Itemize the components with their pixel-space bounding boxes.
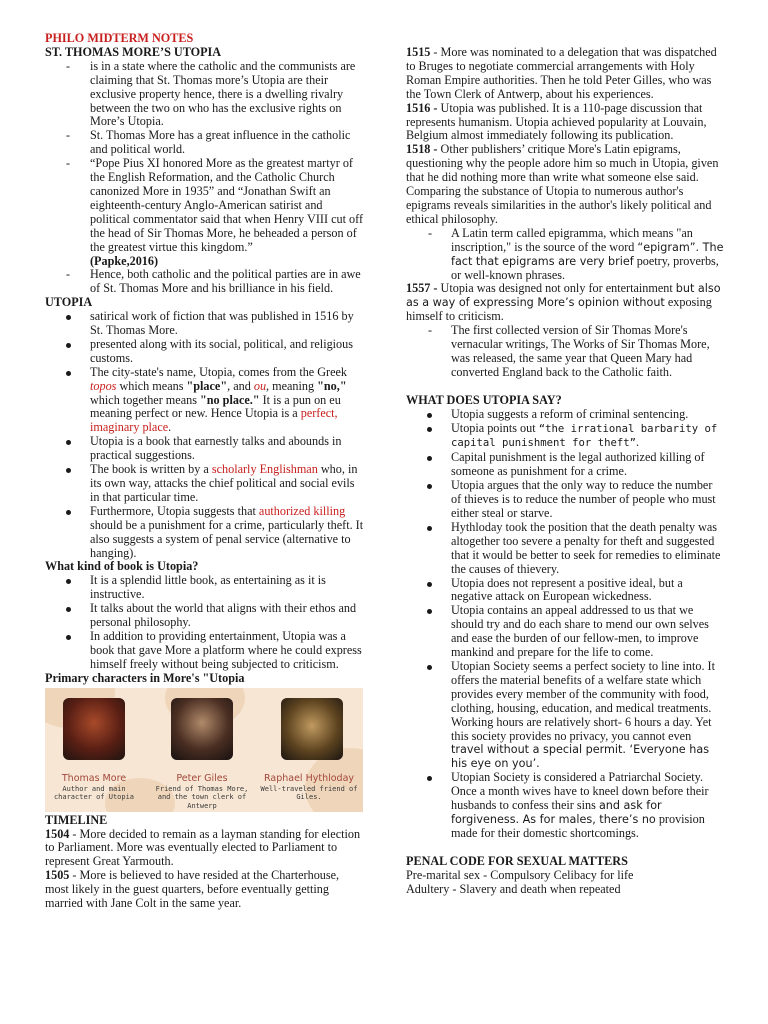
spacer (406, 841, 724, 855)
text-run: Utopian Society is considered a Patriarchal Society. Once a month wives have to kneel down before their husbands to confess their sins (451, 770, 709, 813)
citation: (Papke,2016) (90, 253, 159, 268)
penal-entry: Pre-marital sex - Compulsory Celibacy for life (406, 867, 634, 882)
text-run: which together means (90, 392, 200, 407)
timeline-text: - More is believed to have resided at the Charterhouse, most likely in the guest quarters, before eventually getting married with Jane Colt in the same year. (45, 868, 340, 911)
timeline-year: 1516 - (406, 100, 438, 115)
timeline-heading: TIMELINE (45, 812, 108, 827)
timeline-year: 1518 - (406, 142, 438, 157)
list-item-text: It talks about the world that aligns with their ethos and personal philosophy. (90, 601, 357, 630)
text-run: , and (227, 378, 254, 393)
list-item (406, 660, 724, 771)
term-no-place: "no place." (200, 392, 260, 407)
text-run: It is a pun on eu meaning perfect or new. Hence Utopia is a (90, 392, 341, 421)
text-run: A Latin term called epigramma, which means "an inscription," is the source of the word (451, 225, 693, 254)
utopia-heading: UTOPIA (45, 295, 93, 310)
character-desc: Well-traveled friend of Giles. (260, 784, 358, 802)
list-item-text: Utopia contains an appeal addressed to us that we should try and do each share to mend our own selves and ease the burden of our fellow-men, to improve mankind and prepare for the life to come. (451, 603, 709, 660)
list-item-text: Utopia is a book that earnestly talks and abounds in practical suggestions. (90, 434, 342, 463)
portrait-peter-giles (171, 698, 233, 760)
list-item (406, 771, 724, 841)
list-item (45, 505, 365, 561)
timeline-entry (406, 282, 724, 324)
list-item (45, 310, 365, 338)
list-item-text: is in a state where the catholic and the communists are claiming that St. Thomas more’s Utopia are their exclusive property hence, there is a dwelling rivalry between the two on who has the exclusive rights on More’s Utopia. (90, 58, 356, 129)
right-column (406, 46, 724, 896)
list-item (406, 422, 724, 452)
text-run: Furthermore, Utopia suggests that (90, 503, 259, 518)
spacer (406, 380, 724, 394)
list-item-text: Utopia does not represent a positive ideal, but a negative attack on European wickedness. (451, 575, 683, 604)
list-item (45, 338, 365, 366)
text-run: . (635, 435, 640, 450)
term-no: "no," (317, 378, 347, 393)
timeline-text: - More decided to remain as a layman standing for election to Parliament. More was eventually elected to Parliament to represent Great Yarmouth. (45, 826, 361, 869)
list-item (406, 408, 724, 422)
list-item: - Hence, both catholic and the political parties are in awe of St. Thomas More and his brilliance in his field. (66, 267, 361, 296)
highlight: scholarly Englishman (211, 462, 318, 477)
list-item-text: Capital punishment is the legal authorized killing of someone as punishment for a crime. (451, 450, 705, 479)
page-title: PHILO MIDTERM NOTES (45, 31, 194, 45)
list-item (406, 451, 724, 479)
list-item-text: presented along with its social, political, and religious customs. (90, 336, 353, 365)
text-run: , meaning (266, 378, 318, 393)
penal-heading: PENAL CODE FOR SEXUAL MATTERS (406, 853, 628, 868)
timeline-text: but also as a way of expressing More’s opinion without (406, 282, 721, 310)
text-run: which means (116, 378, 187, 393)
text-run: “epigram”. The fact that epigrams are very brief (451, 240, 724, 268)
character-name: Thomas More (61, 772, 127, 784)
timeline-text: Utopia was designed not only for entertainment (437, 281, 676, 296)
text-run: provision made for their domestic shortcomings. (451, 811, 705, 840)
term-place: "place" (186, 378, 228, 393)
characters-heading: Primary characters in More's "Utopia (45, 670, 245, 685)
timeline-entry (406, 46, 724, 102)
list-item-text: Utopia argues that the only way to reduce the number of thieves is to reduce the number of people who must either steal or starve. (451, 478, 716, 520)
text-run: should be a punishment for a crime, particularly theft. It also suggests a system of penal service (alternative to hanging). (90, 517, 364, 560)
list-item-text: St. Thomas More has a great influence in the catholic and political world. (90, 128, 351, 157)
timeline-text: - More was nominated to a delegation that was dispatched to Bruges to negotiate commercial arrangements with Holy Roman Empire authorities. Then he told Peter Gilles, who was the Town Clerk of Antwerp, about his experiences. (406, 45, 717, 101)
character-name: Raphael Hythloday (263, 772, 355, 784)
list-item (45, 366, 365, 436)
timeline-text: Other publishers’ critique More's Latin epigrams, questioning why the people adore him so much in Utopia, given that he did nothing more than write what someone else said. Comparing the substance of Utopia to numerous author's epigrams reveals similarities in the author's likely political and ethical philosophy. (406, 142, 719, 226)
highlight: authorized killing (258, 503, 346, 518)
text-run: Utopia points out (451, 420, 539, 435)
list-item-text: Utopia suggests a reform of criminal sentencing. (451, 406, 689, 421)
characters-image (45, 688, 363, 812)
text-run: travel without a special permit. ‘Everyone has his eye on you’. (451, 743, 710, 771)
timeline-entry (406, 143, 724, 226)
timeline-entry (406, 102, 724, 144)
text-run: The book is written by a (90, 462, 212, 477)
greek-term: topos (90, 378, 117, 393)
timeline-year: 1515 (406, 45, 431, 59)
text-run: Utopian Society seems a perfect society to line into. It offers the material benefits of a welfare state which provides every member of the community with food, clothing, housing, education, and medical treatments. Working hours are relatively short- 6 hours a day. Yet this society provides no privacy, you cannot even (451, 658, 715, 743)
highlight: perfect, imaginary place (90, 406, 338, 435)
list-item: - is in a state where the catholic and the communists are claiming that St. Thomas more’s Utopia are their exclusive property hence, there is a dwelling rivalry between the two on who has the exclusive rights on More’s Utopia. (66, 58, 356, 129)
character-desc: Friend of Thomas More, and the town clerk of Antwerp (155, 784, 249, 810)
list-item-text: In addition to providing entertainment, Utopia was a book that gave More a platform where he could express himself freely without being subjected to criticism. (90, 628, 362, 671)
list-item: - “Pope Pius XI honored More as the greatest martyr of the English Reformation, and the Catholic Church canonized More in 1935” and “Jonathan Swift an eighteenth-century Anglo-American satirist and political commentator said that when Henry VIII cut off the head of Sir Thomas More, he beheaded a person of the greatest virtue this kingdom.” (Papke,2016) (66, 156, 364, 268)
list-item: - The first collected version of Sir Thomas More's vernacular writings, The Works of Sir Thomas More, was released, the same year that Queen Mary had converted England back to the Catholic faith. (428, 323, 710, 379)
character-desc: Author and main character of Utopia (53, 784, 135, 802)
text-run: The city-state's name, Utopia, comes from the Greek (90, 364, 348, 379)
list-item-text: “Pope Pius XI honored More as the greatest martyr of the English Reformation, and the Catholic Church canonized More in 1935” and “Jonathan Swift an eighteenth-century Anglo-American satirist and political commentator said that when Henry VIII cut off the head of Sir Thomas More, he beheaded a person of the greatest virtue this kingdom.” (90, 156, 364, 254)
penal-entry: Adultery - Slavery and death when repeated (406, 881, 621, 896)
list-item (406, 479, 724, 521)
more-heading: ST. THOMAS MORE’S UTOPIA (45, 44, 222, 59)
text-run: . (168, 420, 172, 435)
text-run: poetry, proverbs, or well-known phrases. (451, 253, 719, 282)
kind-heading: What kind of book is Utopia? (45, 559, 199, 574)
portrait-raphael-hythloday (281, 698, 343, 760)
list-item (45, 463, 365, 505)
list-item-text: Hence, both catholic and the political parties are in awe of St. Thomas More and his brilliance in his field. (90, 267, 361, 296)
timeline-entry (45, 828, 365, 870)
list-item-text: It is a splendid little book, as entertaining as it is instructive. (90, 573, 326, 602)
list-item: - A Latin term called epigramma, which means "an inscription," is the source of the word “epigram”. The fact that epigrams are very brief poetry, proverbs, or well-known phrases. (428, 225, 724, 282)
timeline-year: 1505 (45, 868, 70, 883)
timeline-text: exposing himself to criticism. (406, 295, 712, 324)
timeline-entry (45, 869, 365, 911)
list-item (406, 521, 724, 577)
list-item (406, 577, 724, 605)
timeline-year: 1557 - (406, 281, 438, 296)
quote: “the irrational barbarity of capital punishment for theft” (451, 422, 718, 450)
list-item-text: The first collected version of Sir Thomas More's vernacular writings, The Works of Sir Thomas More, was released, the same year that Queen Mary had converted England back to the Catholic faith. (451, 323, 710, 379)
list-item (45, 630, 365, 672)
portrait-thomas-more (63, 698, 125, 760)
list-item (406, 604, 724, 660)
timeline-text: Utopia was published. It is a 110-page discussion that represents humanism. Utopia achieved popularity at Louvain, Belgium almost immediately following its publication. (406, 100, 707, 143)
character-name: Peter Giles (176, 772, 228, 784)
list-item (45, 602, 365, 630)
list-item-text: satirical work of fiction that was published in 1516 by St. Thomas More. (90, 309, 354, 338)
list-item (45, 574, 365, 602)
timeline-year: 1504 (45, 826, 70, 841)
text-run: and ask for forgiveness. As for males, there’s no (451, 799, 662, 826)
left-column (45, 32, 365, 911)
list-item: - St. Thomas More has a great influence in the catholic and political world. (66, 128, 351, 157)
list-item-text: Hythloday took the position that the death penalty was altogether too severe a penalty for theft and suggested that it would be better to seek for remedies to eliminate the causes of thievery. (451, 519, 721, 576)
list-item (45, 435, 365, 463)
text-run: who, in its own way, attacks the chief political and social evils in that particular time. (90, 462, 358, 504)
greek-term: ou (253, 378, 267, 393)
say-heading: WHAT DOES UTOPIA SAY? (406, 392, 562, 407)
